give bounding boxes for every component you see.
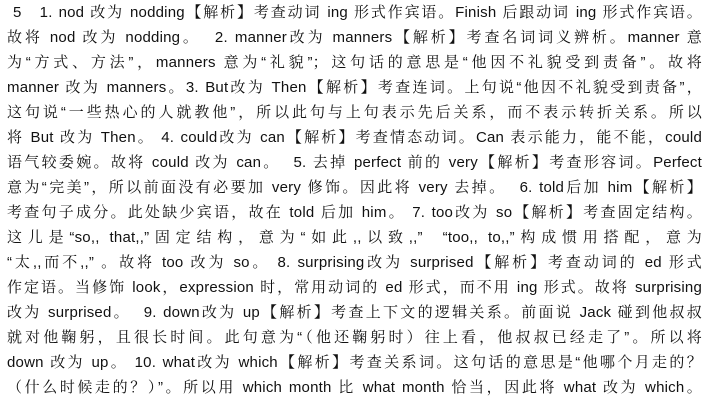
text-line: 意为“完美”，所以前面没有必要加 very 修饰。因此将 very 去掉。 6. told后加 him【解析】: [7, 179, 702, 196]
text-line: 故将 nod 改为 nodding。 2. manner改为 manners【解析】考查名词词义辨析。manner 意: [7, 29, 702, 46]
text-line: 这句说“一些热心的人就教他”，所以此句与上句表示先后关系，而不表示转折关系。所以: [7, 104, 702, 121]
text-line: 作定语。当修饰 look，expression 时，常用动词的 ed 形式，而不用 ing 形式。故将 surprising: [7, 279, 702, 296]
text-line: “太,,而不,,” 。故将 too 改为 so。 8. surprising改为 surprised【解析】考查动词的 ed 形式: [7, 254, 702, 271]
text-line: 语气较委婉。故将 could 改为 can。 5. 去掉 perfect 前的 very【解析】考查形容词。Perfect: [7, 154, 702, 171]
text-line: 考查句子成分。此处缺少宾语，故在 told 后加 him。 7. too改为 so【解析】考查固定结构。: [7, 204, 702, 221]
text-line: （什么时候走的？）”。所以用 which month 比 what month 恰当，因此将 what 改为 which。: [7, 379, 702, 396]
text-line: 为“方式、方法”，manners 意为“礼貌”；这句话的意思是“他因不礼貌受到责备”。故将: [7, 54, 702, 71]
text-line: 这儿是“so,, that,,”固定结构，意为“如此,,以致,,” “too,, to,,”构成惯用搭配，意为: [7, 229, 702, 246]
text-line: down 改为 up。 10. what改为 which【解析】考查关系词。这句话的意思是“他哪个月走的？: [7, 354, 702, 371]
text-line: 改为 surprised。 9. down改为 up【解析】考查上下文的逻辑关系。前面说 Jack 碰到他叔叔: [7, 304, 702, 321]
text-line: 5 1. nod 改为 nodding【解析】考查动词 ing 形式作宾语。Finish 后跟动词 ing 形式作宾语。: [7, 4, 702, 21]
text-line: manner 改为 manners。3. But改为 Then【解析】考查连词。上句说“他因不礼貌受到责备”，: [7, 79, 702, 96]
text-line: 就对他鞠躬，且很长时间。此句意为“（他还鞠躬时）往上看，他叔叔已经走了”。所以将: [7, 329, 702, 346]
text-line: 将 But 改为 Then。 4. could改为 can【解析】考查情态动词。Can 表示能力，能不能，could: [7, 129, 702, 146]
